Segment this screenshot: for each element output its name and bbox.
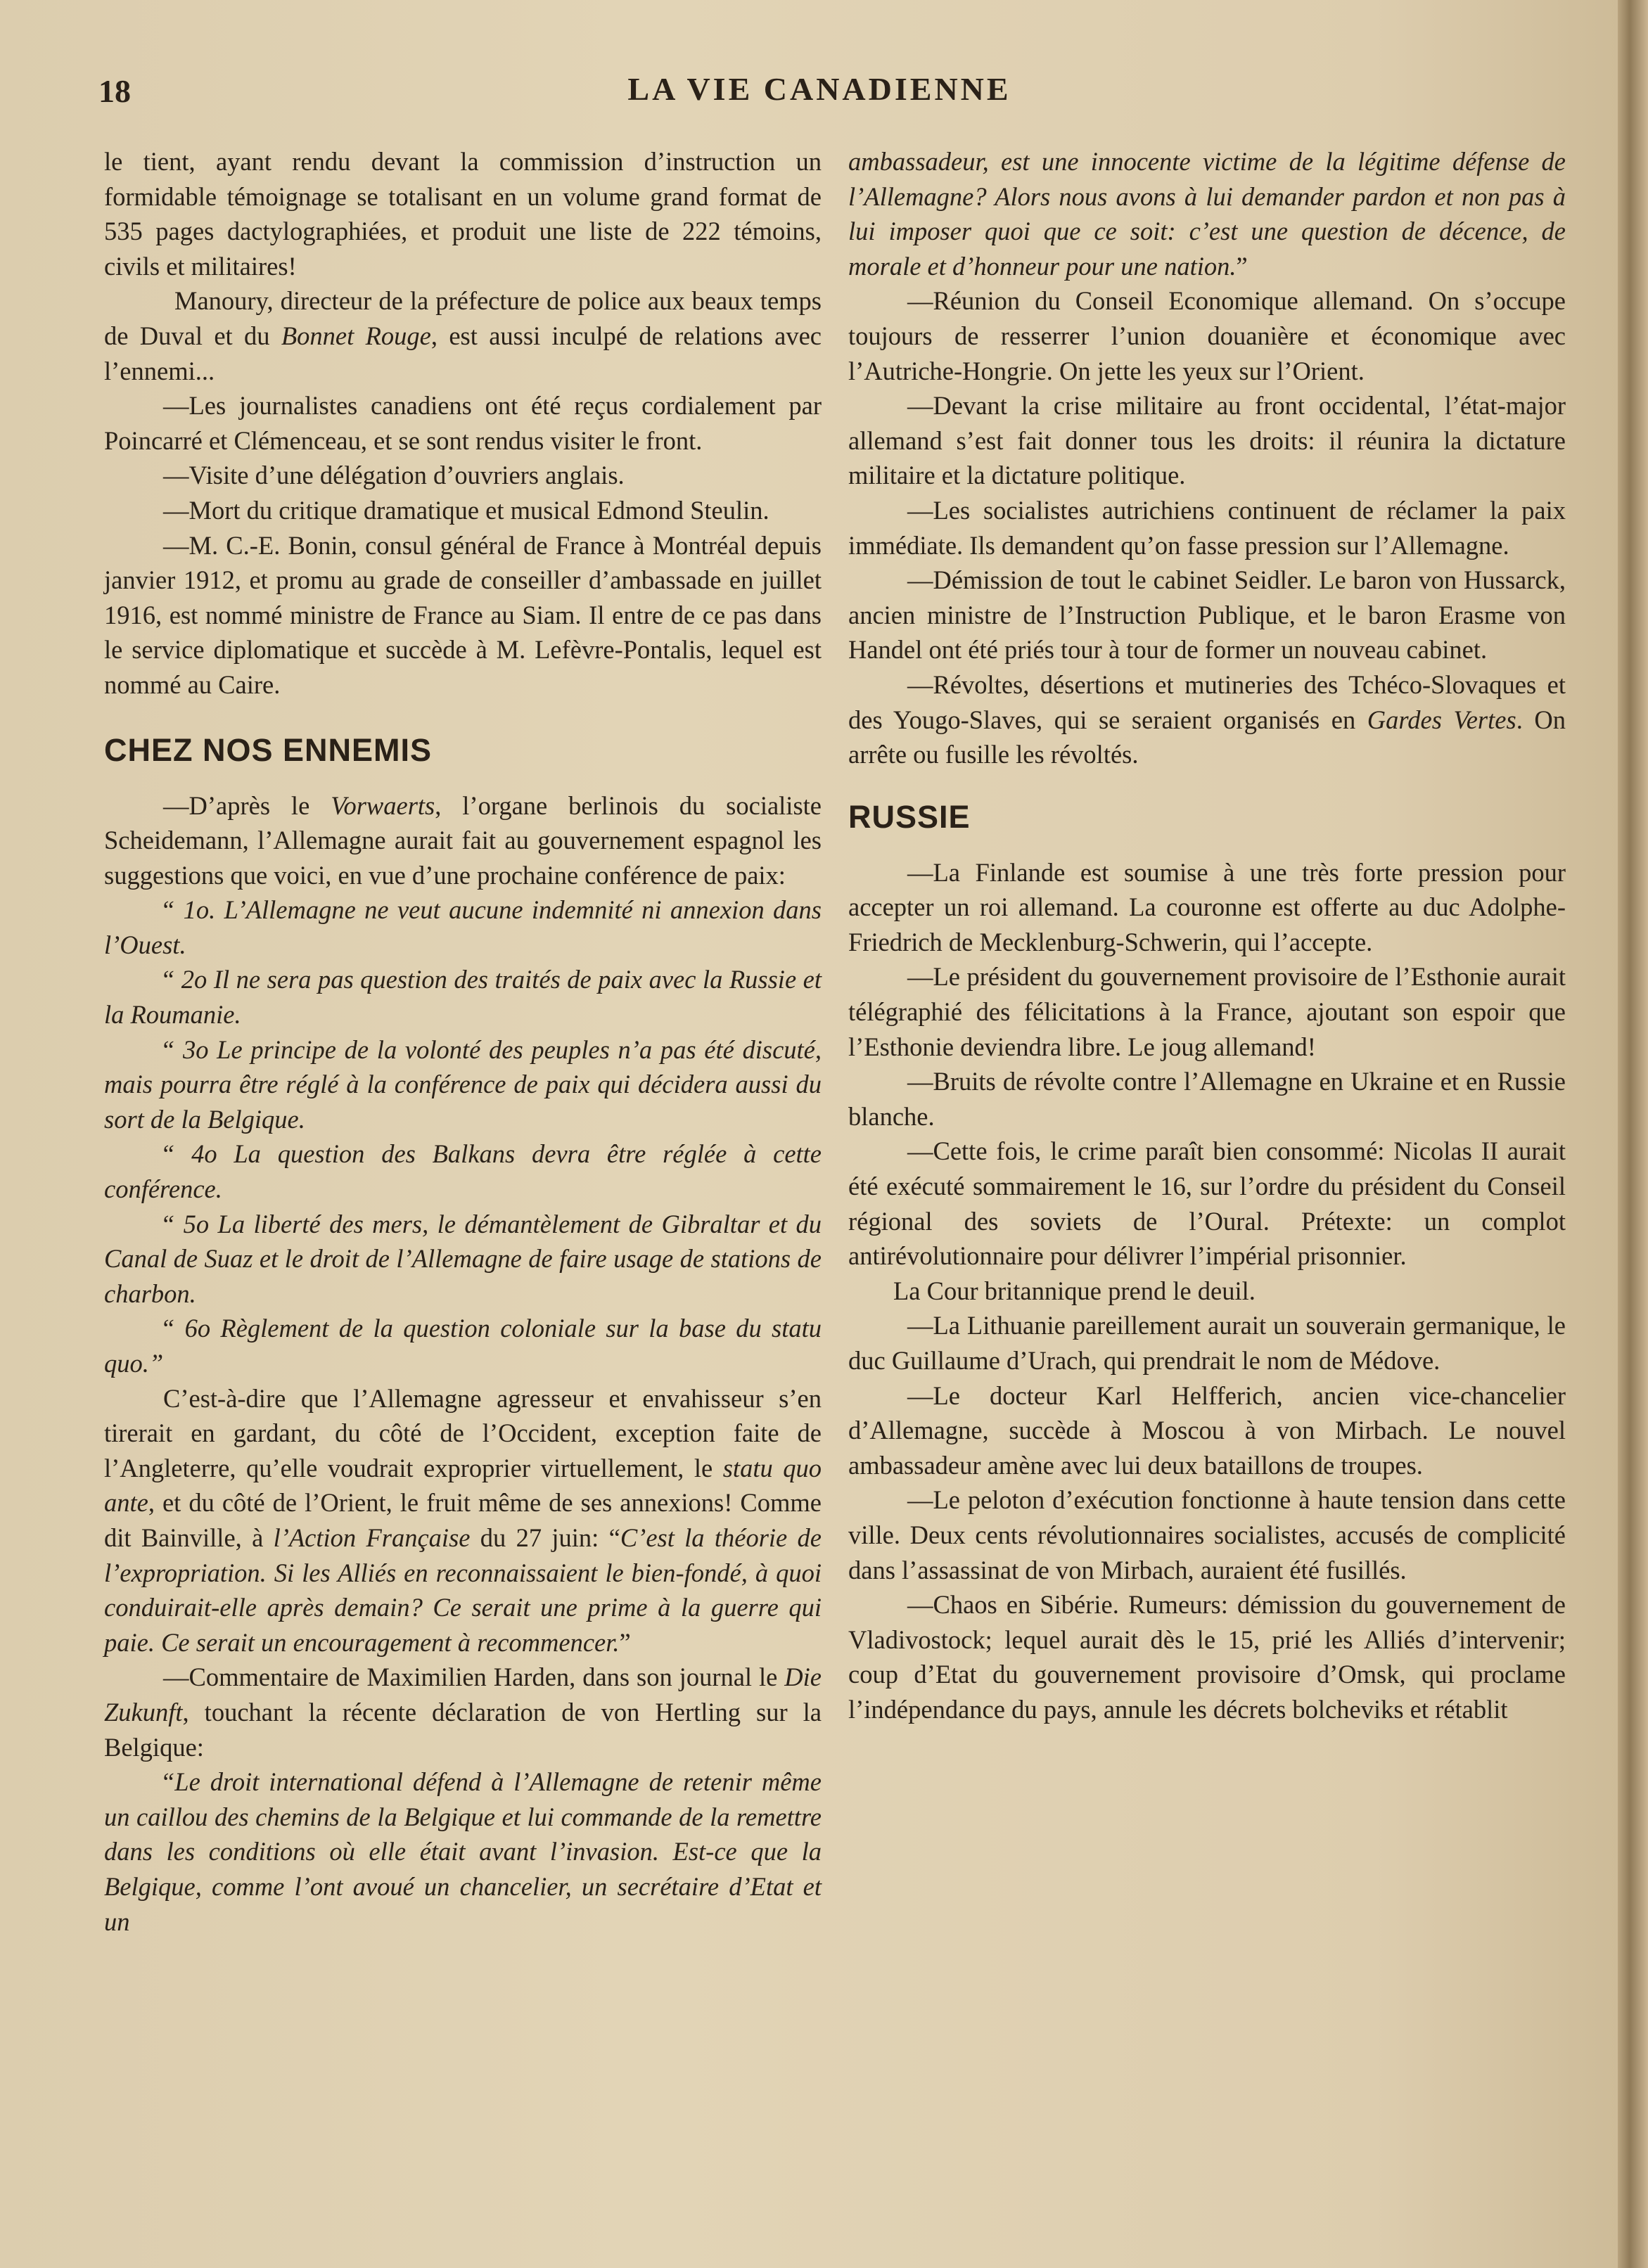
paragraph: —Visite d’une délégation d’ouvriers anglais.: [163, 461, 625, 490]
paragraph: ambassadeur, est une innocente victime de la légitime défense de l’Allemagne? Alors nous avons à lui demander pardon et non pas à lui imposer quoi que ce soit: c’est une question de décence, de morale et d’honneur pour une nation.”: [848, 147, 1566, 281]
paragraph: C’est-à-dire que l’Allemagne agresseur et envahisseur s’en tirerait en gardant, du côté de l’Occident, exception faite de l’Angleterre, qu’elle voudrait exproprier virtuellement, le statu quo ante, et du côté de l’Orient, le fruit même de ses annexions! Comme dit Bainville, à l’Action Française du 27 juin: “C’est la théorie de l’expropriation. Si les Alliés en reconnaissaient le bien-fondé, à quoi conduirait-elle après demain? Ce serait une prime à la guerre qui paie. Ce serait un encouragement à recommencer.”: [104, 1383, 822, 1657]
running-title: LA VIE CANADIENNE: [627, 71, 1011, 107]
paragraph: —Cette fois, le crime paraît bien consommé: Nicolas II aurait été exécuté sommairement le 16, sur l’ordre du président du Conseil régional des soviets de l’Oural. Prétexte: un complot antirévolutionnaire pour délivrer l’impérial prisonnier.: [848, 1136, 1566, 1271]
paragraph: —Réunion du Conseil Economique allemand. On s’occupe toujours de resserrer l’union douanière et économique avec l’Autriche-Hongrie. On jette les yeux sur l’Orient.: [848, 286, 1566, 385]
paragraph: Manoury, directeur de la préfecture de police aux beaux temps de Duval et du Bonnet Rouge, est aussi inculpé de relations avec l’ennemi...: [104, 286, 822, 385]
paragraph: —Les socialistes autrichiens continuent de réclamer la paix immédiate. Ils demandent qu’on fasse pression sur l’Allemagne.: [848, 495, 1566, 560]
quote-item: “ 6o Règlement de la question coloniale sur la base du statu quo.”: [104, 1314, 822, 1378]
paragraph: —Mort du critique dramatique et musical Edmond Steulin.: [163, 495, 769, 525]
paragraph: le tient, ayant rendu devant la commission d’instruction un formidable témoignage se totalisant en un volume grand format de 535 pages dactylographiées, et produit une liste de 222 témoins, civils et militaires!: [104, 147, 822, 281]
quote-item: “ 4o La question des Balkans devra être réglée à cette conférence.: [104, 1139, 822, 1204]
paragraph: —Le peloton d’exécution fonctionne à haute tension dans cette ville. Deux cents révolutionnaires socialistes, accusés de complicité dans l’assassinat de von Mirbach, auraient été fusillés.: [848, 1485, 1566, 1584]
paragraph: La Cour britannique prend le deuil.: [893, 1276, 1256, 1305]
paragraph: —Chaos en Sibérie. Rumeurs: démission du gouvernement de Vladivostock; lequel aurait dès le 15, prié les Alliés d’intervenir; coup d’Etat du gouvernement provisoire d’Omsk, qui proclame l’indépendance du pays, annule les décrets bolcheviks et rétablit: [848, 1590, 1566, 1724]
quote-item: “ 1o. L’Allemagne ne veut aucune indemnité ni annexion dans l’Ouest.: [104, 895, 822, 959]
paragraph: —Le docteur Karl Helfferich, ancien vice-chancelier d’Allemagne, succède à Moscou à von Mirbach. Le nouvel ambassadeur amène avec lui deux bataillons de troupes.: [848, 1380, 1566, 1480]
page-binding-edge: [1618, 0, 1648, 2268]
paragraph: —D’après le Vorwaerts, l’organe berlinois du socialiste Scheidemann, l’Allemagne aurait fait au gouvernement espagnol les suggestions que voici, en vue d’une prochaine conférence de paix:: [104, 790, 822, 890]
quote-item: “ 5o La liberté des mers, le démantèlement de Gibraltar et du Canal de Suaz et le droit de l’Allemagne de faire usage de stations de charbon.: [104, 1209, 822, 1308]
quote-paragraph: “Le droit international défend à l’Allemagne de retenir même un caillou des chemins de la Belgique et lui commande de la remettre dans les conditions où elle était avant l’invasion. Est-ce que la Belgique, comme l’ont avoué un chancelier, un secrétaire d’Etat et un: [104, 1767, 822, 1936]
paragraph: —Démission de tout le cabinet Seidler. Le baron von Hussarck, ancien ministre de l’Instruction Publique, et le baron Erasme von Handel ont été priés tour à tour de former un nouveau cabinet.: [848, 565, 1566, 665]
paragraph: —Les journalistes canadiens ont été reçus cordialement par Poincarré et Clémenceau, et se sont rendus visiter le front.: [104, 391, 822, 455]
paragraph: —Bruits de révolte contre l’Allemagne en Ukraine et en Russie blanche.: [848, 1067, 1566, 1131]
paragraph: —La Lithuanie pareillement aurait un souverain germanique, le duc Guillaume d’Urach, qui prendrait le nom de Médove.: [848, 1311, 1566, 1375]
page-header: [98, 67, 1540, 116]
paragraph: —M. C.-E. Bonin, consul général de France à Montréal depuis janvier 1912, et promu au grade de conseiller d’ambassade en juillet 1916, est nommé ministre de France au Siam. Il entre de ce pas dans le service diplomatique et succède à M. Lefèvre-Pontalis, lequel est nommé au Caire.: [104, 530, 822, 699]
paragraph: —Devant la crise militaire au front occidental, l’état-major allemand s’est fait donner tous les droits: il réunira la dictature militaire et la dictature politique.: [848, 391, 1566, 490]
left-column: [104, 144, 822, 1939]
page-number: 18: [98, 73, 131, 109]
paragraph: —Le président du gouvernement provisoire de l’Esthonie aurait télégraphié des félicitations à la France, ajoutant son espoir que l’Esthonie deviendra libre. Le joug allemand!: [848, 962, 1566, 1061]
paragraph: —La Finlande est soumise à une très forte pression pour accepter un roi allemand. La couronne est offerte au duc Adolphe-Friedrich de Mecklenburg-Schwerin, qui l’accepte.: [848, 857, 1566, 956]
paragraph: —Révoltes, désertions et mutineries des Tchéco-Slovaques et des Yougo-Slaves, qui se seraient organisés en Gardes Vertes. On arrête ou fusille les révoltés.: [848, 669, 1566, 769]
quote-item: “ 3o Le principe de la volonté des peuples n’a pas été discuté, mais pourra être réglé à la conférence de paix qui décidera aussi du sort de la Belgique.: [104, 1034, 822, 1134]
section-heading: CHEZ NOS ENNEMIS: [104, 731, 433, 768]
quote-item: “ 2o Il ne sera pas question des traités de paix avec la Russie et la Roumanie.: [104, 965, 822, 1030]
paragraph: —Commentaire de Maximilien Harden, dans son journal le Die Zukunft, touchant la récente déclaration de von Hertling sur la Belgique:: [104, 1662, 822, 1762]
section-heading: RUSSIE: [848, 798, 971, 835]
right-column: [848, 144, 1566, 1727]
